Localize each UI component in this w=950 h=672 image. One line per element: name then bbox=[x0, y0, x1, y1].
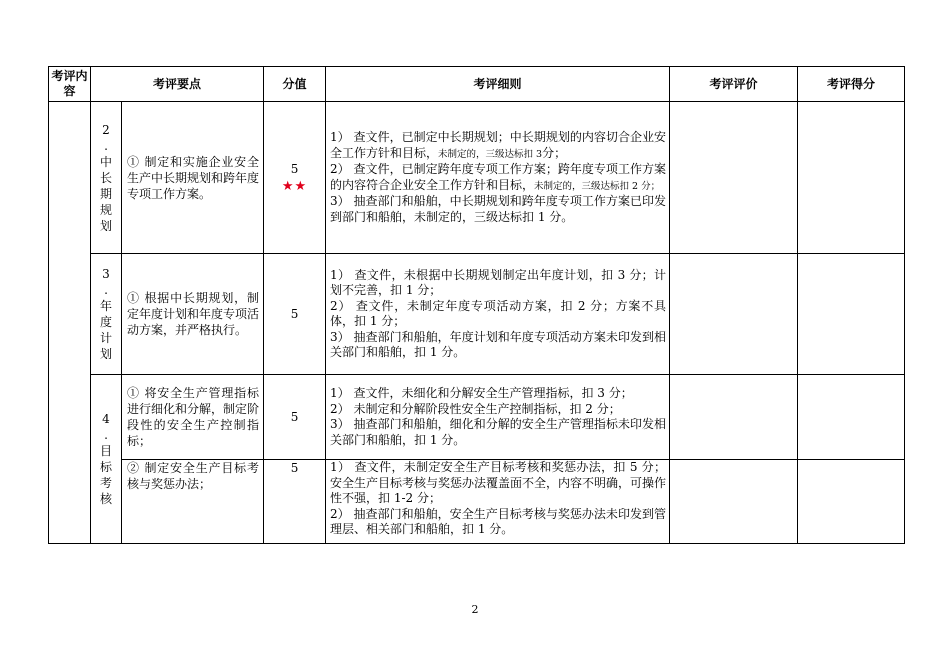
header-score: 分值 bbox=[264, 67, 326, 102]
content-category-cell bbox=[49, 102, 91, 544]
evaluation-cell[interactable] bbox=[670, 254, 798, 375]
title-char: 核 bbox=[99, 492, 112, 506]
rules-cell bbox=[326, 375, 670, 460]
score-value: 5 bbox=[290, 307, 299, 321]
section-title bbox=[91, 254, 122, 375]
header-evaluation: 考评评价 bbox=[670, 67, 798, 102]
table-row bbox=[49, 460, 905, 544]
header-points: 考评要点 bbox=[91, 67, 264, 102]
header-result: 考评得分 bbox=[798, 67, 905, 102]
section-title bbox=[91, 102, 122, 254]
rule-item: 3） 抽查部门和船舶，细化和分解的安全生产管理指标未印发相关部门和船舶，扣 1 分。 bbox=[330, 417, 667, 447]
star-rating: ★★ bbox=[281, 178, 308, 194]
evaluation-point: ① 将安全生产管理指标进行细化和分解，制定阶段性的安全生产控制指标； bbox=[122, 375, 264, 460]
score-cell bbox=[264, 460, 326, 544]
title-char: 标 bbox=[99, 460, 112, 474]
header-row bbox=[49, 67, 905, 102]
rule-item: 3） 抽查部门和船舶，年度计划和年度专项活动方案未印发到相关部门和船舶，扣 1 分。 bbox=[330, 329, 667, 359]
page-number: 2 bbox=[471, 603, 479, 616]
evaluation-point: ① 根据中长期规划，制定年度计划和年度专项活动方案，并严格执行。 bbox=[122, 254, 264, 375]
evaluation-cell[interactable] bbox=[670, 460, 798, 544]
title-char: 2 bbox=[102, 122, 110, 137]
rules-cell bbox=[326, 102, 670, 254]
result-cell[interactable] bbox=[798, 375, 905, 460]
rule-item: 2） 未制定和分解阶段性安全生产控制指标，扣 2 分； bbox=[330, 401, 621, 416]
title-char: . bbox=[104, 138, 108, 153]
table-row bbox=[49, 102, 905, 254]
title-char: 目 bbox=[99, 444, 112, 458]
evaluation-point: ① 制定和实施企业安全生产中长期规划和跨年度专项工作方案。 bbox=[122, 102, 264, 254]
score-cell bbox=[264, 375, 326, 460]
evaluation-point: ② 制定安全生产目标考核与奖惩办法； bbox=[122, 460, 264, 544]
title-char: 计 bbox=[99, 331, 112, 345]
rules-cell bbox=[326, 254, 670, 375]
evaluation-table bbox=[48, 66, 905, 544]
title-char: 长 bbox=[99, 170, 112, 185]
title-char: . bbox=[104, 428, 108, 442]
title-char: 3 bbox=[102, 267, 110, 281]
title-char: 划 bbox=[99, 347, 112, 361]
rule-item: 2） 查文件，未制定年度专项活动方案，扣 2 分；方案不具体，扣 1 分； bbox=[330, 298, 667, 328]
header-rules: 考评细则 bbox=[326, 67, 670, 102]
rules-cell bbox=[326, 460, 670, 544]
title-char: 年 bbox=[99, 299, 112, 313]
rule-item: 1） 查文件，未制定安全生产目标考核和奖惩办法，扣 5 分；安全生产目标考核与奖惩办法覆盖面不全，内容不明确，可操作性不强，扣 1-2 分； bbox=[330, 460, 667, 505]
result-cell[interactable] bbox=[798, 102, 905, 254]
score-value: 5 bbox=[290, 410, 299, 424]
section-title bbox=[91, 375, 122, 544]
title-char: 中 bbox=[99, 154, 112, 169]
title-char: 考 bbox=[99, 476, 112, 490]
table-row bbox=[49, 254, 905, 375]
evaluation-cell[interactable] bbox=[670, 102, 798, 254]
title-char: . bbox=[104, 283, 108, 297]
title-char: 划 bbox=[99, 218, 112, 233]
score-value: 5 bbox=[290, 161, 299, 176]
header-content: 考评内容 bbox=[49, 67, 91, 102]
title-char: 规 bbox=[99, 202, 112, 217]
rule-item: 2） 查文件，已制定跨年度专项工作方案；跨年度专项工作方案的内容符合企业安全工作方针和目标，未制定的，三级达标扣 2 分； bbox=[330, 162, 667, 192]
rule-item: 1） 查文件，未细化和分解安全生产管理指标，扣 3 分； bbox=[330, 386, 633, 400]
score-cell bbox=[264, 102, 326, 254]
rule-item: 1） 查文件，未根据中长期规划制定出年度计划，扣 3 分；计划不完善，扣 1 分； bbox=[330, 267, 667, 297]
table-row bbox=[49, 375, 905, 460]
score-cell bbox=[264, 254, 326, 375]
rule-item: 3） 抽查部门和船舶，中长期规划和跨年度专项工作方案已印发到部门和船舶，未制定的，三级达标扣 1 分。 bbox=[330, 194, 667, 224]
title-char: 期 bbox=[99, 186, 112, 201]
title-char: 4 bbox=[102, 412, 110, 426]
score-value: 5 bbox=[290, 461, 299, 475]
evaluation-cell[interactable] bbox=[670, 375, 798, 460]
rule-item: 2） 抽查部门和船舶，安全生产目标考核与奖惩办法未印发到管理层、相关部门和船舶，扣 1 分。 bbox=[330, 506, 667, 536]
result-cell[interactable] bbox=[798, 254, 905, 375]
result-cell[interactable] bbox=[798, 460, 905, 544]
title-char: 度 bbox=[99, 315, 112, 329]
rule-item: 1） 查文件，已制定中长期规划；中长期规划的内容切合企业安全工作方针和目标，未制定的，三级达标扣 3分； bbox=[330, 130, 667, 160]
